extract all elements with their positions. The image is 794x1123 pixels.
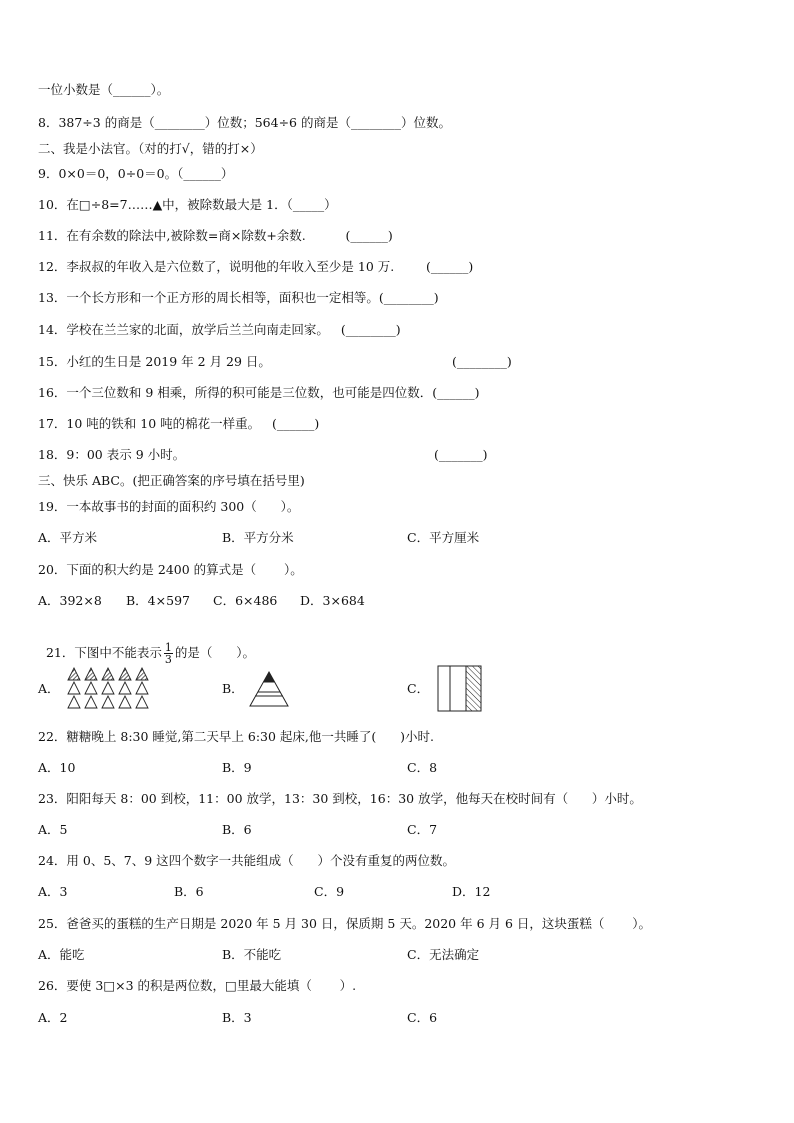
question-20: 20．下面的积大约是 2400 的算式是（ ）。 — [38, 562, 303, 577]
q26-option-c: C．6 — [407, 1010, 438, 1025]
section-2-heading: 二、我是小法官。（对的打√，错的打×） — [38, 141, 263, 156]
q25-option-a: A．能吃 — [38, 947, 85, 962]
question-15: 15．小红的生日是 2019 年 2 月 29 日。 — [38, 354, 271, 369]
question-18: 18．9：00 表示 9 小时。 — [38, 447, 186, 462]
question-25: 25．爸爸买的蛋糕的生产日期是 2020 年 5 月 30 日，保质期 5 天。2020 年 6 月 6 日，这块蛋糕（ ）。 — [38, 916, 651, 931]
question-10: 10．在□÷8=7……▲中，被除数最大是 1．（_____） — [38, 197, 337, 212]
q26-option-a: A．2 — [38, 1010, 68, 1025]
question-18-blank: (_______) — [434, 447, 488, 462]
q21-option-b: B． — [222, 681, 244, 696]
question-23: 23．阳阳每天 8：00 到校，11：00 放学，13：30 到校，16：30 放学，他每天在校时间有（ ）小时。 — [38, 791, 642, 806]
q20-option-d: D．3×684 — [300, 593, 365, 608]
q24-option-b: B．6 — [174, 884, 204, 899]
question-22: 22．糖糖晚上 8:30 睡觉,第二天早上 6:30 起床,他一共睡了( )小时. — [38, 729, 434, 744]
q21-option-a: A． — [38, 681, 60, 696]
question-17: 17．10 吨的铁和 10 吨的棉花一样重。 (______) — [38, 416, 320, 431]
question-16: 16．一个三位数和 9 相乘，所得的积可能是三位数，也可能是四位数．(______) — [38, 385, 480, 400]
fraction-one-third — [164, 642, 173, 665]
line-decimal-blank: 一位小数是（______）。 — [38, 82, 170, 97]
q19-option-a: A．平方米 — [38, 530, 98, 545]
q22-option-c: C．8 — [407, 760, 438, 775]
question-21 — [38, 626, 255, 665]
q19-option-b: B．平方分米 — [222, 530, 294, 545]
triangles-figure-a — [66, 665, 158, 711]
question-9: 9．0×0＝0，0÷0＝0。（______） — [38, 166, 234, 181]
q23-option-c: C．7 — [407, 822, 438, 837]
q23-option-b: B．6 — [222, 822, 252, 837]
question-13: 13．一个长方形和一个正方形的周长相等，面积也一定相等。(________) — [38, 290, 439, 305]
q26-option-b: B．3 — [222, 1010, 252, 1025]
question-11: 11．在有余数的除法中,被除数=商×除数+余数. (______) — [38, 228, 393, 243]
q21-option-c: C． — [407, 681, 430, 696]
rectangle-figure-c — [437, 665, 483, 713]
question-12: 12．李叔叔的年收入是六位数了，说明他的年收入至少是 10 万. (______) — [38, 259, 474, 274]
question-21-tail: 的是（ ）。 — [174, 645, 255, 660]
q23-option-a: A．5 — [38, 822, 68, 837]
q25-option-c: C．无法确定 — [407, 947, 480, 962]
q22-option-a: A．10 — [38, 760, 76, 775]
question-19: 19．一本故事书的封面的面积约 300（ ）。 — [38, 499, 300, 514]
question-24: 24．用 0、5、7、9 这四个数字一共能组成（ ）个没有重复的两位数。 — [38, 853, 456, 868]
triangle-figure-b — [248, 670, 290, 708]
question-21-text: 21．下图中不能表示 — [45, 645, 162, 660]
q20-option-b: B．4×597 — [126, 593, 190, 608]
question-26: 26．要使 3□×3 的积是两位数，□里最大能填（ ）. — [38, 978, 357, 993]
question-8: 8．387÷3 的商是（________）位数；564÷6 的商是（________）位数。 — [38, 115, 451, 130]
q20-option-a: A．392×8 — [38, 593, 102, 608]
q24-option-d: D．12 — [452, 884, 491, 899]
question-15-blank: (________) — [452, 354, 512, 369]
section-3-heading: 三、快乐 ABC。(把正确答案的序号填在括号里) — [38, 473, 305, 488]
q25-option-b: B．不能吃 — [222, 947, 282, 962]
q24-option-c: C．9 — [314, 884, 345, 899]
fraction-numerator: 1 — [164, 641, 172, 654]
fraction-denominator: 3 — [164, 653, 172, 666]
q19-option-c: C．平方厘米 — [407, 530, 480, 545]
q24-option-a: A．3 — [38, 884, 68, 899]
q20-option-c: C．6×486 — [213, 593, 278, 608]
q22-option-b: B．9 — [222, 760, 252, 775]
question-14: 14．学校在兰兰家的北面，放学后兰兰向南走回家。 (________) — [38, 322, 401, 337]
